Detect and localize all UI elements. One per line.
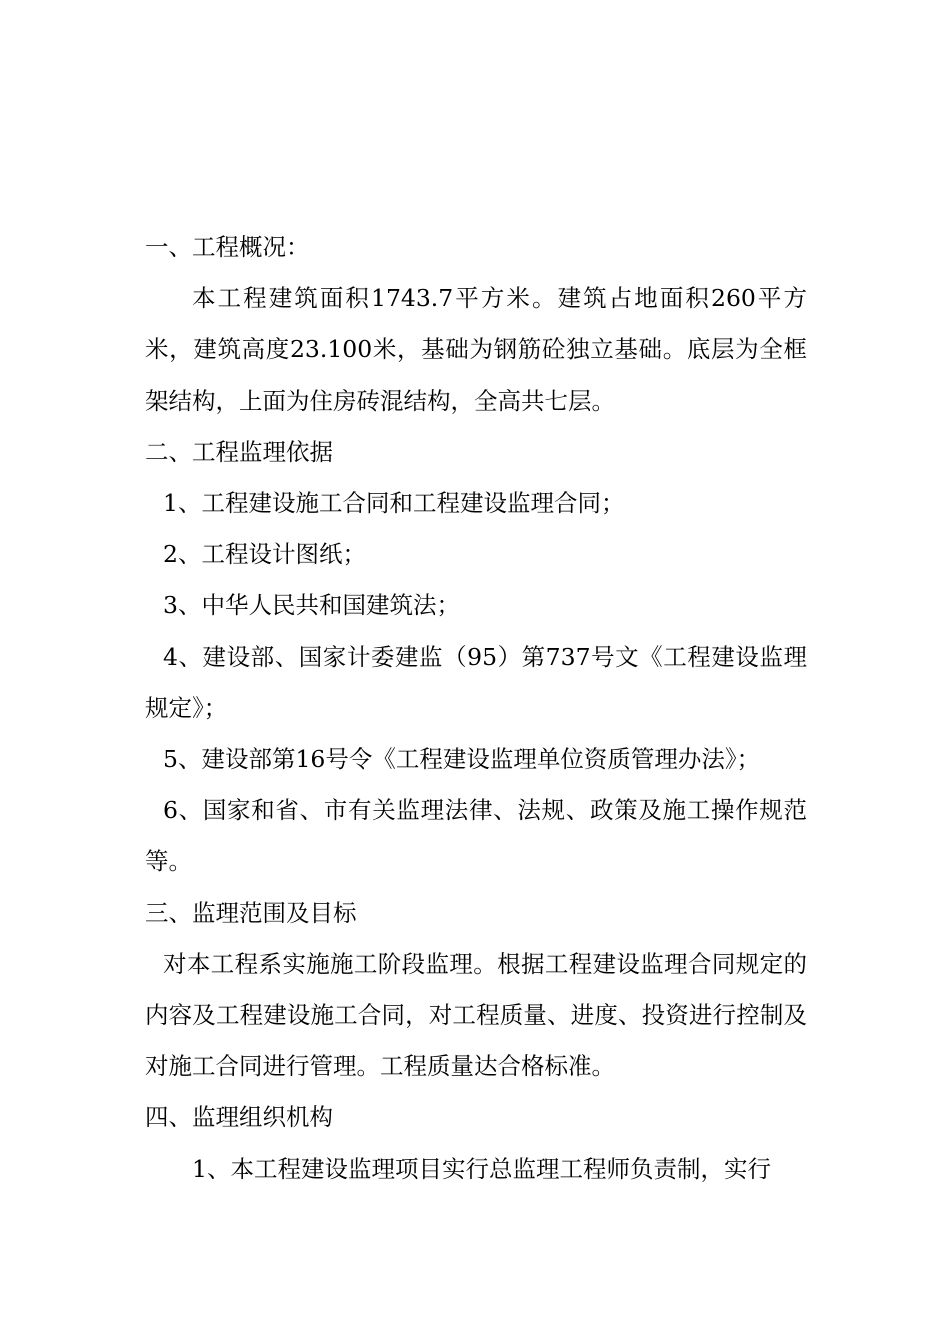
organization-item-1: 1、本工程建设监理项目实行总监理工程师负责制，实行 <box>192 1154 771 1183</box>
basis-item-2: 2、工程设计图纸； <box>163 540 366 569</box>
scope-paragraph: 对本工程系实施施工阶段监理。根据工程建设监理合同规定的内容及工程建设施工合同，对工程质量、进度、投资进行控制及对施工合同进行管理。工程质量达合格标准。 <box>145 949 807 1081</box>
basis-item-6: 6、国家和省、市有关监理法律、法规、政策及施工操作规范等。 <box>145 796 807 876</box>
basis-item-1: 1、工程建设施工合同和工程建设监理合同； <box>163 489 625 518</box>
basis-item-5: 5、建设部第16号令《工程建设监理单位资质管理办法》； <box>163 745 761 774</box>
section-heading-scope: 三、监理范围及目标 <box>145 898 357 927</box>
section-heading-basis: 二、工程监理依据 <box>145 437 333 466</box>
basis-item-3: 3、中华人民共和国建筑法； <box>163 591 460 620</box>
overview-paragraph: 本工程建筑面积1743.7平方米。建筑占地面积260平方米，建筑高度23.100米，基础为钢筋砼独立基础。底层为全框架结构，上面为住房砖混结构，全高共七层。 <box>145 284 807 415</box>
document-body <box>145 222 807 1195</box>
basis-item-4: 4、建设部、国家计委建监（95）第737号文《工程建设监理规定》； <box>145 642 807 722</box>
section-heading-overview: 一、工程概况： <box>145 233 310 261</box>
section-heading-organization: 四、监理组织机构 <box>145 1103 333 1132</box>
